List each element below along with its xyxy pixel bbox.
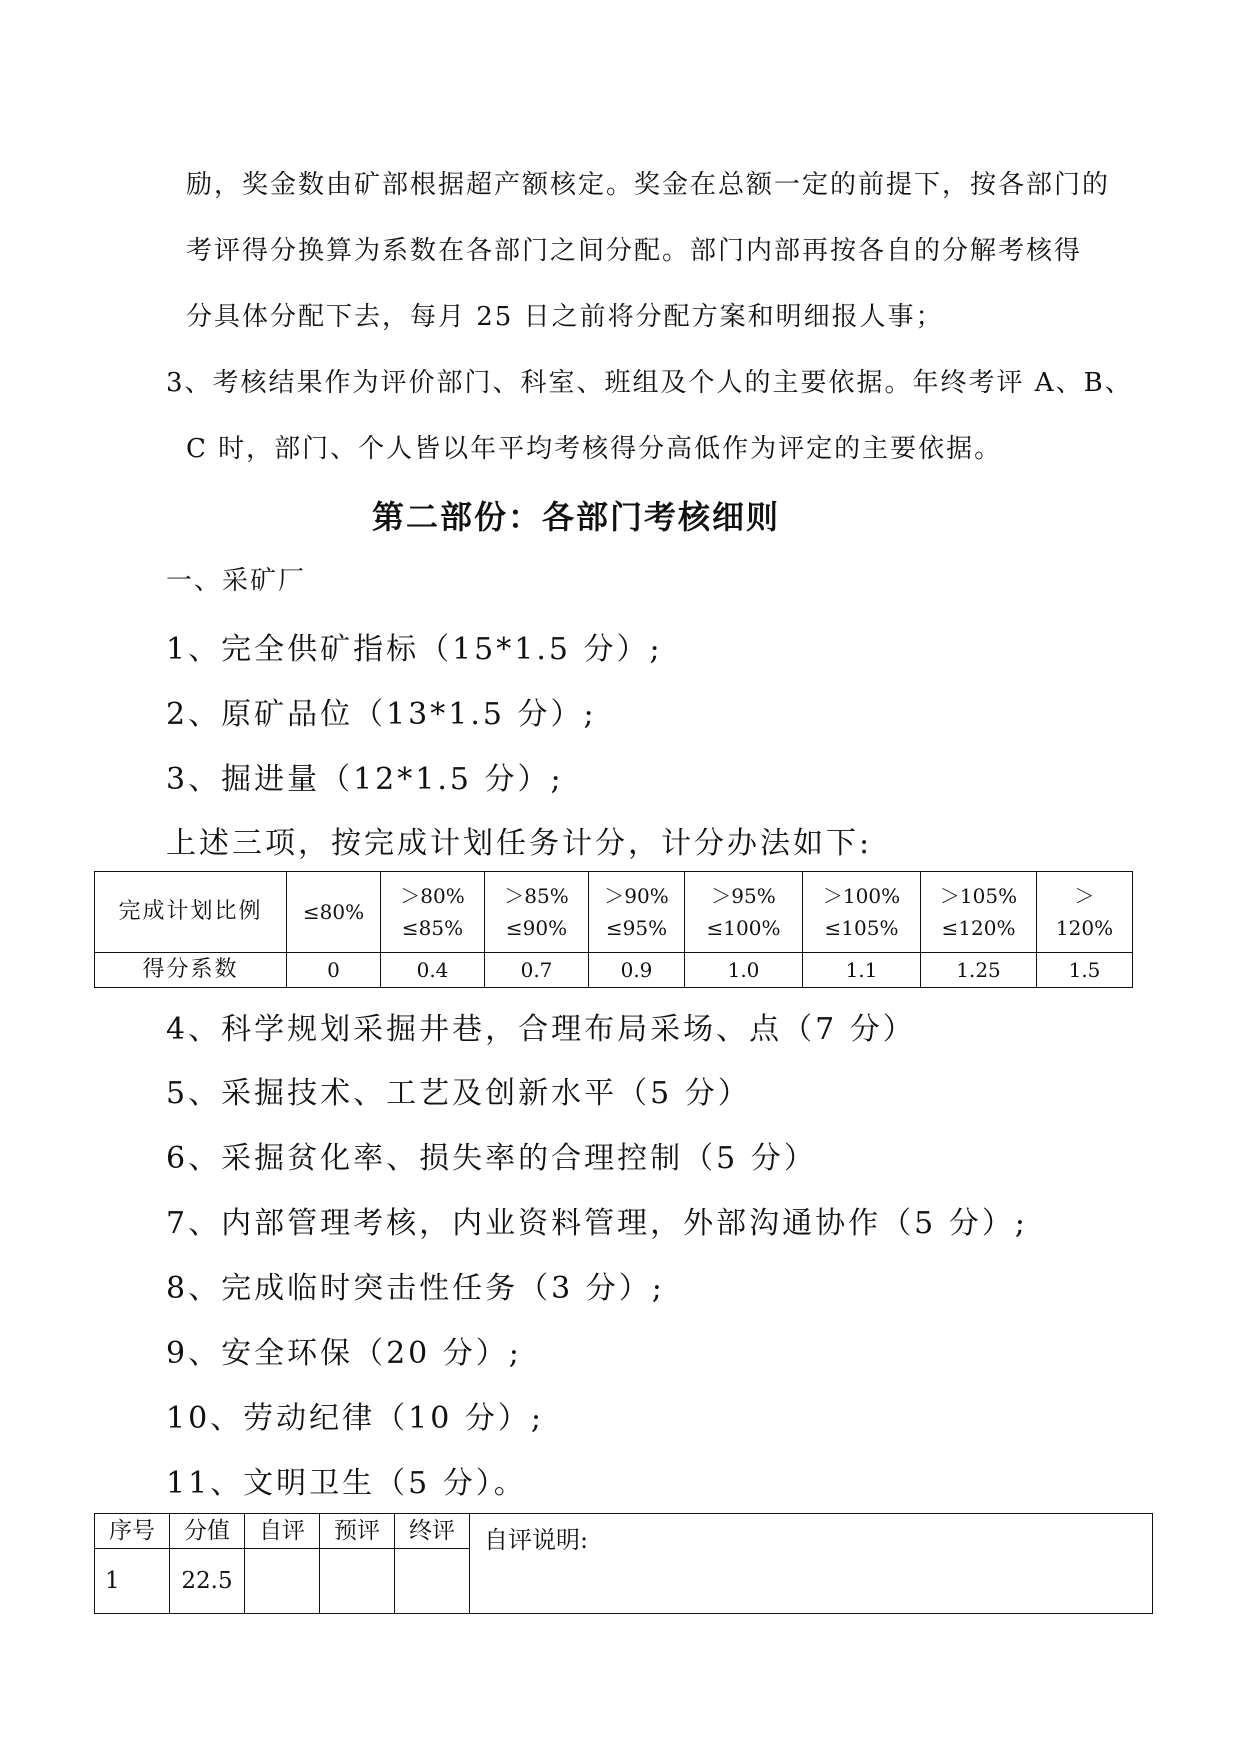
- header-score: 分值: [170, 1514, 245, 1549]
- ratio-cell: [1037, 872, 1133, 953]
- ratio-cell: ≤80%: [287, 872, 381, 953]
- score-cell: 0.9: [589, 953, 685, 988]
- header-final-eval: 终评: [395, 1514, 470, 1549]
- section-heading: 第二部份：各部门考核细则: [372, 498, 781, 536]
- ratio-upper: ≤90%: [505, 916, 568, 940]
- ratio-lower: ＞90%: [604, 884, 669, 908]
- paragraph-line: 励，奖金数由矿部根据超产额核定。奖金在总额一定的前提下，按各部门的: [186, 170, 1111, 200]
- criteria-item: 6、采掘贫化率、损失率的合理控制（5 分）: [166, 1141, 817, 1176]
- paragraph-line: 3、考核结果作为评价部门、科室、班组及个人的主要依据。年终考评 A、B、: [166, 368, 1133, 398]
- criteria-item: 9、安全环保（20 分）;: [166, 1336, 522, 1371]
- paragraph-line: C 时，部门、个人皆以年平均考核得分高低作为评定的主要依据。: [186, 434, 1003, 464]
- ratio-cell: [381, 872, 485, 953]
- ratio-lower: ＞: [1074, 884, 1095, 908]
- header-pre-eval: 预评: [320, 1514, 395, 1549]
- ratio-lower: ＞85%: [504, 884, 569, 908]
- criteria-item: 4、科学规划采掘井巷，合理布局采场、点（7 分）: [166, 1012, 916, 1047]
- ratio-lower: ＞100%: [822, 884, 901, 908]
- ratio-lower: ＞95%: [711, 884, 776, 908]
- score-cell: 0: [287, 953, 381, 988]
- ratio-upper: 120%: [1055, 916, 1114, 940]
- row-self-eval: [245, 1549, 320, 1614]
- ratio-cell: [589, 872, 685, 953]
- ratio-lower: ＞105%: [939, 884, 1018, 908]
- row-pre-eval: [320, 1549, 395, 1614]
- paragraph-line: 分具体分配下去，每月 25 日之前将分配方案和明细报人事；: [186, 302, 944, 332]
- header-self-eval: 自评: [245, 1514, 320, 1549]
- subsection-title: 一、采矿厂: [166, 566, 307, 596]
- ratio-cell: [685, 872, 803, 953]
- scoring-intro: 上述三项，按完成计划任务计分，计分办法如下:: [166, 826, 873, 861]
- criteria-item: 7、内部管理考核，内业资料管理，外部沟通协作（5 分）;: [166, 1206, 1028, 1241]
- self-eval-note: 自评说明:: [470, 1514, 1153, 1614]
- ratio-cell: [803, 872, 921, 953]
- ratio-cell: [485, 872, 589, 953]
- row-final-eval: [395, 1549, 470, 1614]
- header-no: 序号: [95, 1514, 170, 1549]
- criteria-item: 5、采掘技术、工艺及创新水平（5 分）: [166, 1076, 751, 1111]
- criteria-item: 2、原矿品位（13*1.5 分）;: [166, 697, 597, 732]
- ratio-upper: ≤100%: [706, 916, 781, 940]
- row-label-ratio: 完成计划比例: [95, 872, 287, 953]
- paragraph-line: 考评得分换算为系数在各部门之间分配。部门内部再按各自的分解考核得: [186, 236, 1083, 266]
- ratio-upper: ≤105%: [824, 916, 899, 940]
- row-score: 22.5: [170, 1549, 245, 1614]
- criteria-item: 10、劳动纪律（10 分）;: [166, 1401, 544, 1436]
- ratio-upper: ≤120%: [941, 916, 1016, 940]
- criteria-item: 8、完成临时突击性任务（3 分）;: [166, 1271, 665, 1306]
- score-cell: 1.0: [685, 953, 803, 988]
- criteria-item: 3、掘进量（12*1.5 分）;: [166, 762, 564, 797]
- criteria-item: 11、文明卫生（5 分）。: [166, 1466, 527, 1501]
- score-cell: 1.1: [803, 953, 921, 988]
- score-cell: 1.25: [921, 953, 1037, 988]
- ratio-upper: ≤85%: [401, 916, 464, 940]
- ratio-cell: [921, 872, 1037, 953]
- evaluation-table: [94, 1513, 1153, 1614]
- criteria-item: 1、完全供矿指标（15*1.5 分）;: [166, 632, 663, 667]
- score-cell: 1.5: [1037, 953, 1133, 988]
- score-cell: 0.4: [381, 953, 485, 988]
- ratio-upper: ≤95%: [605, 916, 668, 940]
- row-no: 1: [95, 1549, 170, 1614]
- score-cell: 0.7: [485, 953, 589, 988]
- row-label-score: 得分系数: [95, 953, 287, 988]
- ratio-lower: ＞80%: [400, 884, 465, 908]
- score-ratio-table: [94, 871, 1133, 988]
